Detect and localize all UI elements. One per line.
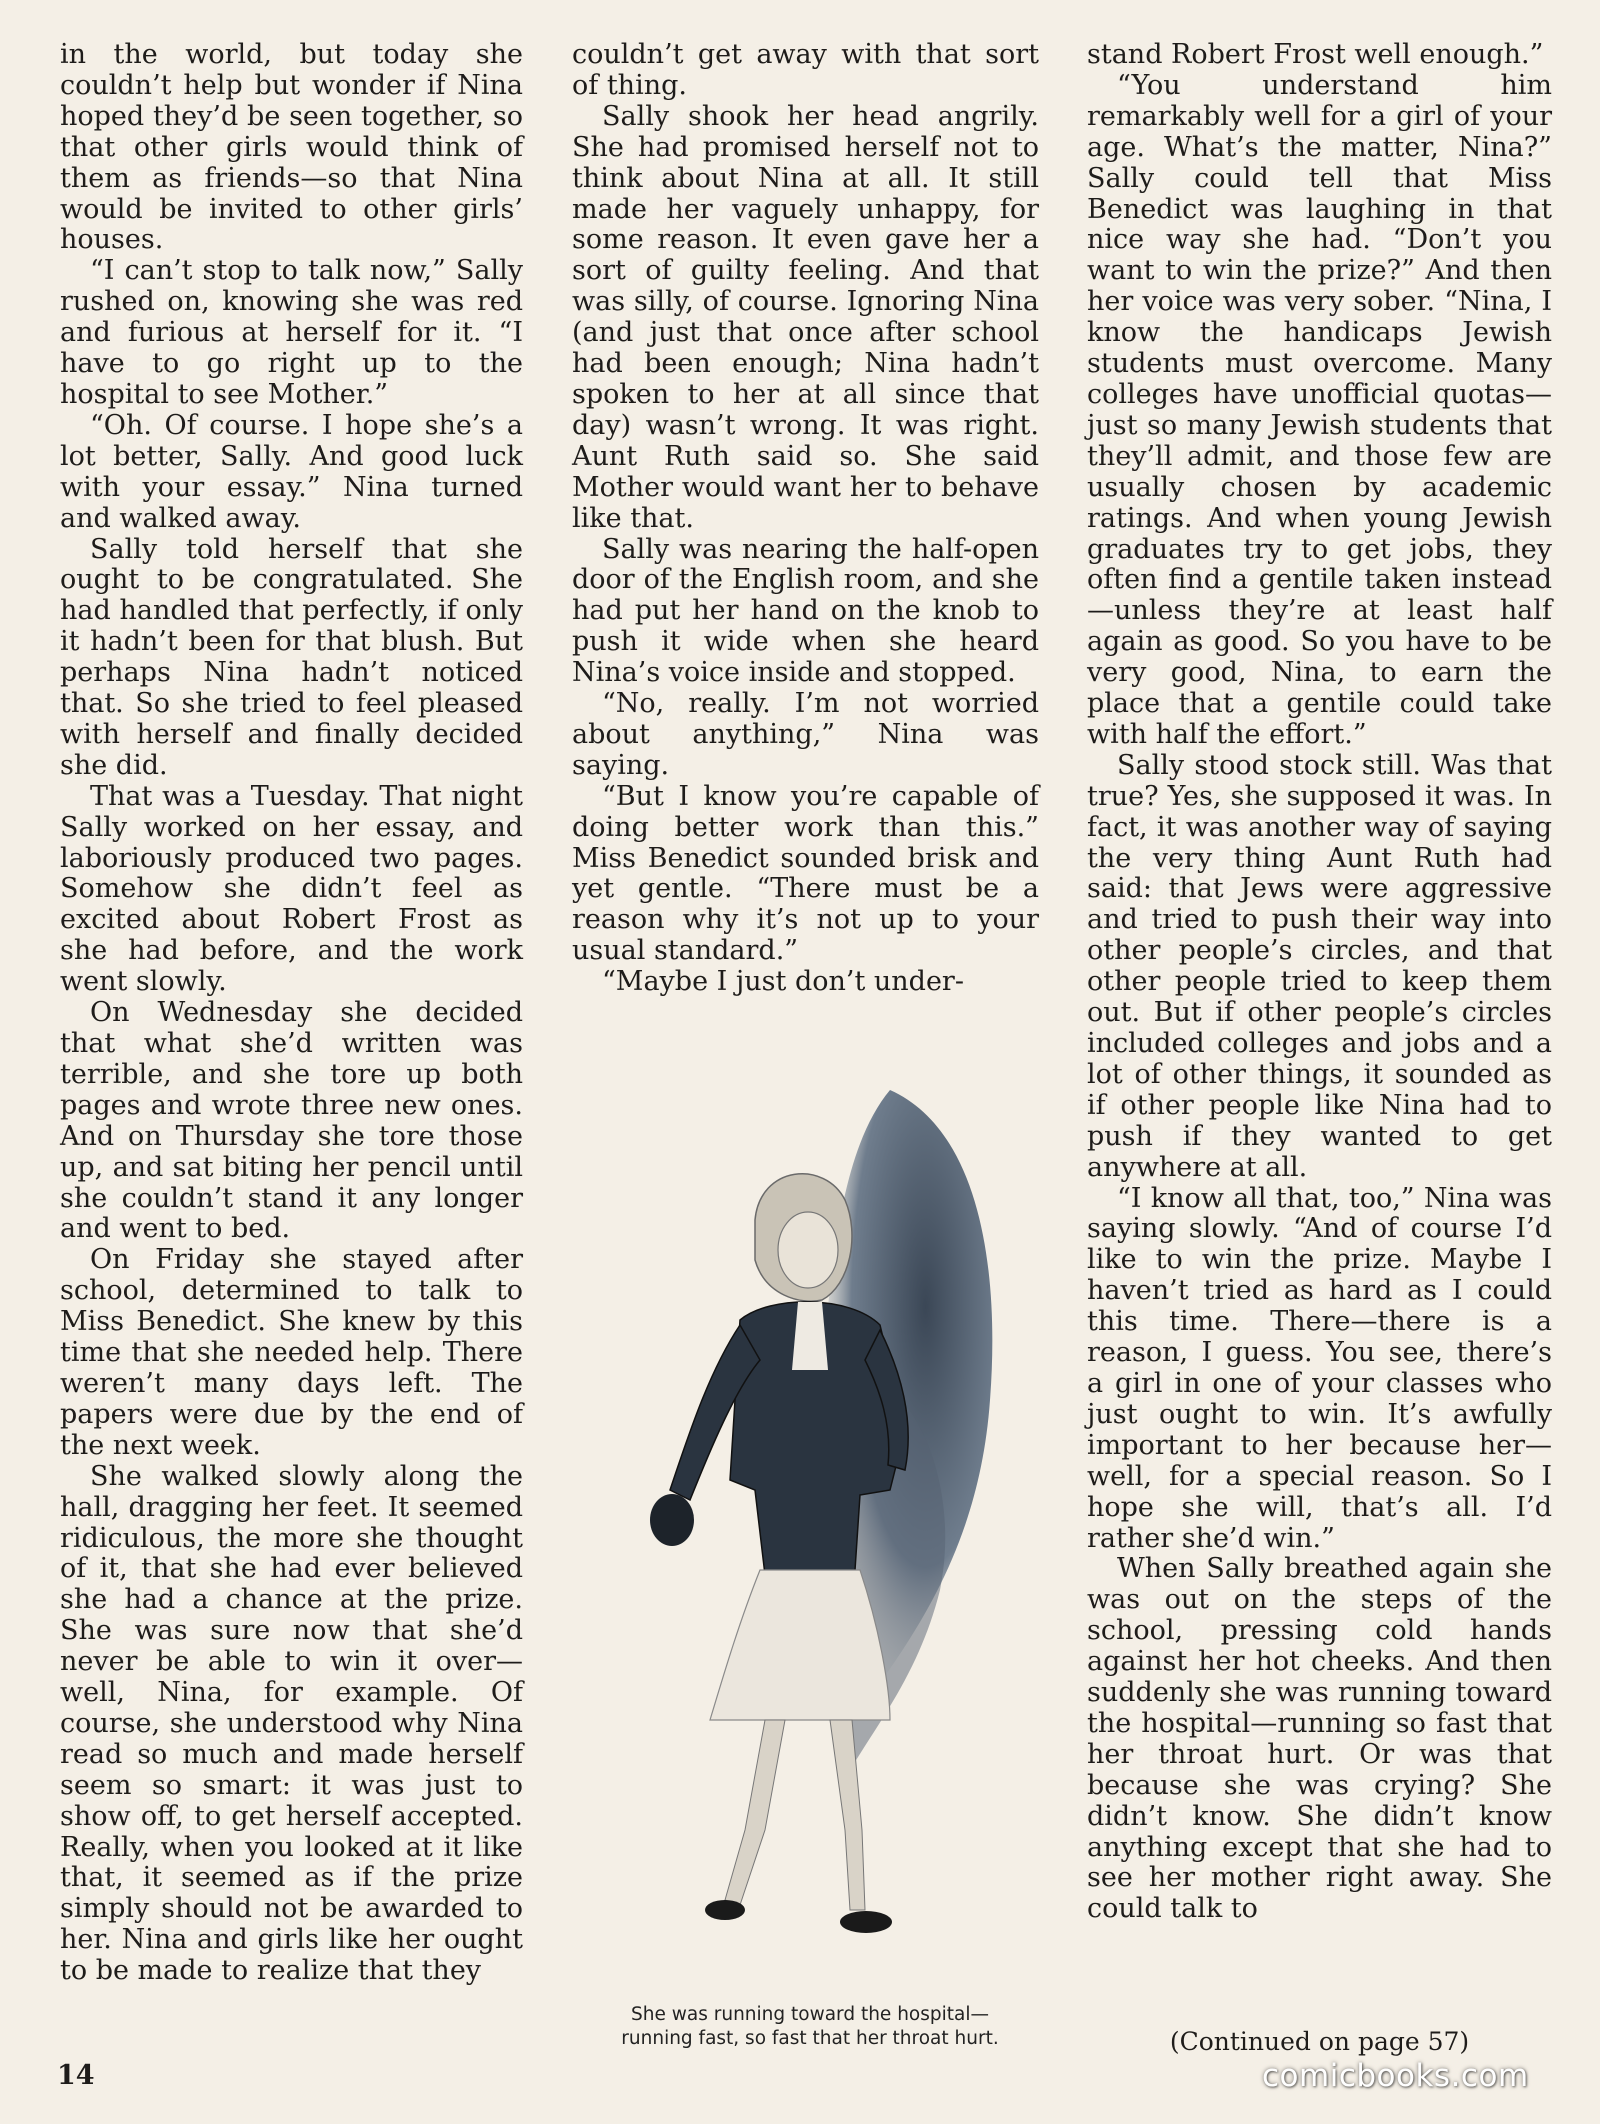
paragraph: When Sally breathed again she was out on the steps of the school, pressing cold hands against her hot cheeks. And then suddenly she was running toward the hospital—running so fast that her throat hurt. Or was that because she was crying? She didn’t know. She didn’t know anything except that she had to see her mother right away. She could talk to [1087,1553,1552,1925]
text-column-1 [60,40,523,1987]
paragraph: “But I know you’re capable of doing better work than this.” Miss Benedict sounded brisk and yet gentle. “There must be a reason why it’s not up to your usual standard.” [572,780,1039,967]
paragraph: “I know all that, too,” Nina was saying slowly. “And of course I’d like to win the prize. Maybe I haven’t tried as hard as I could this time. There—there is a reason, I guess. You see, there’s a girl in one of your classes who just ought to win. It’s awfully important to her because her—well, for a special reason. So I hope she will, that’s all. I’d rather she’d win.” [1087,1182,1552,1554]
paragraph: “No, really. I’m not worried about anything,” Nina was saying. [572,688,1039,781]
paragraph: She walked slowly along the hall, dragging her feet. It seemed ridiculous, the more she thought of it, that she had ever believed she had a chance at the prize. She was sure now that she’d never be able to win it over—well, Nina, for example. Of course, she understood why Nina read so much and made herself seem so smart: it was just to show off, to get herself accepted. Really, when you looked at it like that, it seemed as if the prize simply should not be awarded to her. Nina and girls like her ought to be made to realize that they [60,1460,523,1987]
paragraph: “Maybe I just don’t under- [602,966,964,998]
paragraph: Sally shook her head angrily. She had promised herself not to think about Nina at all. It still made her vaguely unhappy, for some reason. It even gave her a sort of guilty feeling. And that was silly, of course. Ignoring Nina (and just that once after school had been enough; Nina hadn’t spoken to her at all since that day) wasn’t wrong. It was right. Aunt Ruth said so. She said Mother would want her to behave like that. [572,100,1039,534]
running-girl-illustration [560,1070,1050,1970]
watermark: comicbooks.com [1262,2058,1529,2094]
paragraph: On Wednesday she decided that what she’d written was terrible, and she tore up both pages and wrote three new ones. And on Thursday she tore those up, and sat biting her pencil until she couldn’t stand it any longer and went to bed. [60,997,523,1245]
paragraph: That was a Tuesday. That night Sally worked on her essay, and laboriously produced two pages. Somehow she didn’t feel as excited about Robert Frost as she had before, and the work went slowly. [60,780,523,998]
paragraph: “You understand him remarkably well for a girl of your age. What’s the matter, Nina?” Sally could tell that Miss Benedict was laughing in that nice way she had. “Don’t you want to win the prize?” And then her voice was very sober. “Nina, I know the handicaps Jewish students must overcome. Many colleges have unofficial quotas—just so many Jewish students that they’ll admit, and those few are usually chosen by academic ratings. And when young Jewish graduates try to get jobs, they often find a gentile taken instead—unless they’re at least half again as good. So you have to be very good, Nina, to earn the place that a gentile could take with half the effort.” [1087,69,1552,750]
paragraph: On Friday she stayed after school, determined to talk to Miss Benedict. She knew by this time that she needed help. There weren’t many days left. The papers were due by the end of the next week. [60,1244,523,1461]
caption-line: running fast, so fast that her throat hurt. [621,2028,999,2049]
paragraph: “I can’t stop to talk now,” Sally rushed on, knowing she was red and furious at herself for it. “I have to go right up to the hospital to see Mother.” [60,255,523,410]
paragraph: stand Robert Frost well enough.” [1087,39,1544,70]
paragraph: Sally was nearing the half-open door of the English room, and she had put her hand on the knob to push it wide when she heard Nina’s voice inside and stopped. [572,533,1039,689]
paragraph: “Oh. Of course. I hope she’s a lot better, Sally. And good luck with your essay.” Nina turned and walked away. [60,409,523,534]
caption-line: She was running toward the hospital— [631,2004,989,2025]
illustration-caption [570,2003,1050,2051]
paragraph: couldn’t get away with that sort of thing. [572,39,1039,101]
paragraph: Sally stood stock still. Was that true? Yes, she supposed it was. In fact, it was another way of saying the very thing Aunt Ruth had said: that Jews were aggressive and tried to push their way into other people’s circles, and that other people tried to keep them out. But if other people’s circles included colleges and jobs and a lot of other things, it sounded as if other people like Nina had to push if they wanted to get anywhere at all. [1087,749,1552,1183]
paragraph: in the world, but today she couldn’t help but wonder if Nina hoped they’d be seen together, so that other girls would think of them as friends—so that Nina would be invited to other girls’ houses. [60,39,523,256]
page-number: 14 [57,2060,95,2091]
text-column-3 [1087,40,1552,1925]
paragraph: Sally told herself that she ought to be congratulated. She had handled that perfectly, if only it hadn’t been for that blush. But perhaps Nina hadn’t noticed that. So she tried to feel pleased with herself and finally decided she did. [60,533,523,781]
text-column-2 [572,40,1039,998]
continued-note: (Continued on page 57) [1169,2027,1470,2056]
